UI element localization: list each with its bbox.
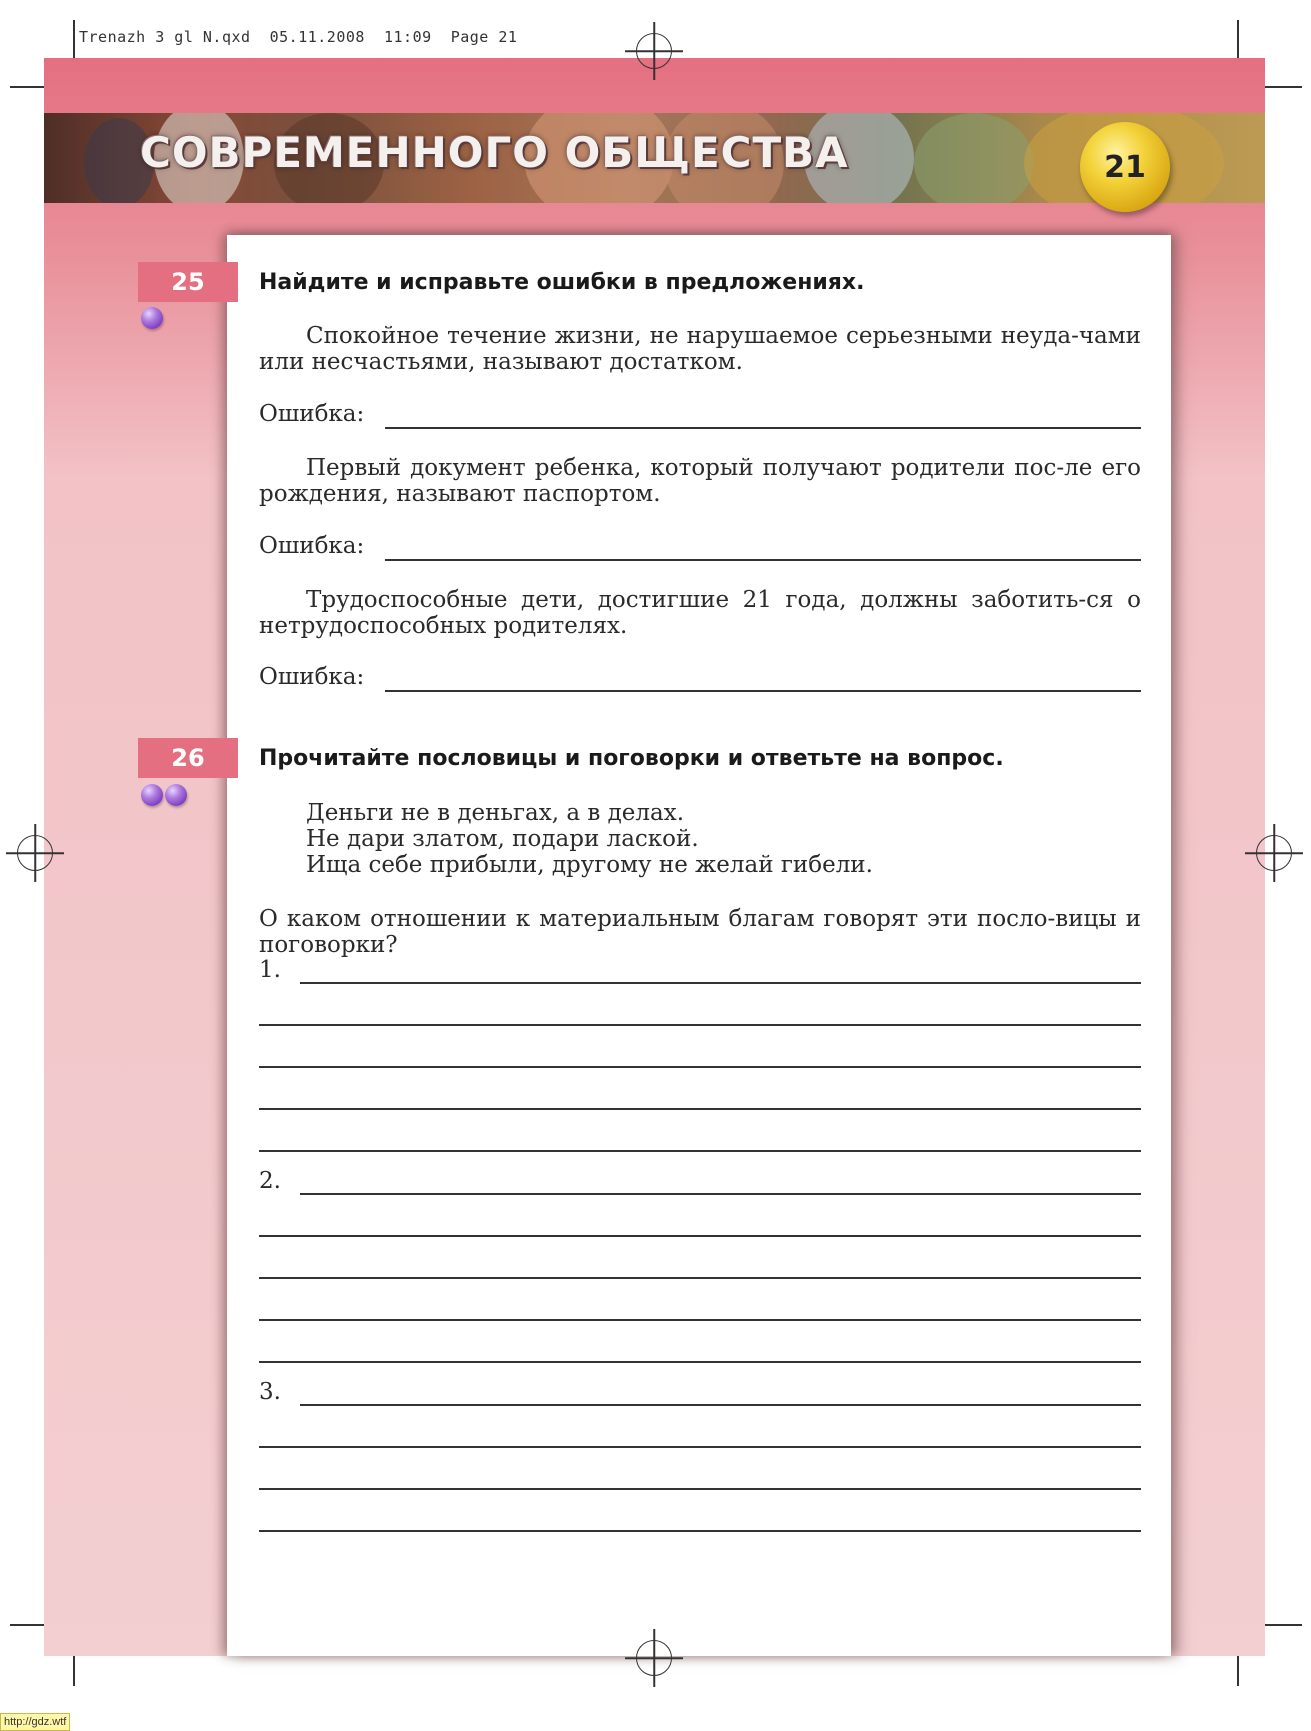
error-label: Ошибка:	[259, 664, 365, 690]
answer-line[interactable]	[259, 1361, 1141, 1363]
task-sentence: Трудоспособные дети, достигшие 21 года, должны заботить-ся о нетрудоспособных родителях.	[259, 587, 1141, 639]
registration-mark	[636, 1640, 672, 1676]
proverb: Ища себе прибыли, другому не желай гибели.	[306, 852, 873, 878]
error-label: Ошибка:	[259, 401, 365, 427]
task-question: О каком отношении к материальным благам говорят эти посло-вицы и поговорки?	[259, 906, 1141, 958]
banner-title: СОВРЕМЕННОГО ОБЩЕСТВА	[140, 128, 849, 177]
answer-line[interactable]	[259, 1488, 1141, 1490]
watermark-link[interactable]: http://gdz.wtf	[0, 1713, 70, 1731]
answer-line[interactable]	[259, 1530, 1141, 1532]
difficulty-ball-icon	[141, 784, 163, 806]
error-label: Ошибка:	[259, 533, 365, 559]
answer-line[interactable]	[259, 1108, 1141, 1110]
page-number-badge: 21	[1080, 122, 1170, 212]
registration-mark	[636, 33, 672, 69]
answer-line[interactable]	[385, 427, 1141, 429]
proverb: Деньги не в деньгах, а в делах.	[306, 800, 685, 826]
task-sentence: Первый документ ребенка, который получают родители пос-ле его рождения, называют паспортом.	[259, 455, 1141, 507]
difficulty-ball-icon	[141, 307, 163, 329]
answer-line[interactable]	[259, 1024, 1141, 1026]
answer-line[interactable]	[259, 1066, 1141, 1068]
difficulty-ball-icon	[165, 784, 187, 806]
task-heading: Найдите и исправьте ошибки в предложениях.	[259, 270, 865, 295]
answer-number: 3.	[259, 1379, 281, 1405]
task-number-badge: 26	[138, 738, 238, 778]
answer-line[interactable]	[385, 690, 1141, 692]
registration-mark	[1256, 835, 1292, 871]
task-sentence: Спокойное течение жизни, не нарушаемое серьезными неуда-чами или несчастьями, называют достатком.	[259, 323, 1141, 375]
proverb: Не дари златом, подари лаской.	[306, 826, 699, 852]
answer-line[interactable]	[385, 559, 1141, 561]
answer-line[interactable]	[300, 982, 1141, 984]
answer-line[interactable]	[259, 1235, 1141, 1237]
print-slug: Trenazh 3 gl N.qxd 05.11.2008 11:09 Page 21	[79, 28, 518, 46]
answer-number: 1.	[259, 957, 281, 983]
answer-line[interactable]	[259, 1277, 1141, 1279]
answer-line[interactable]	[300, 1193, 1141, 1195]
answer-line[interactable]	[259, 1446, 1141, 1448]
task-heading: Прочитайте пословицы и поговорки и ответьте на вопрос.	[259, 746, 1004, 771]
answer-line[interactable]	[300, 1404, 1141, 1406]
task-number-badge: 25	[138, 262, 238, 302]
answer-line[interactable]	[259, 1319, 1141, 1321]
registration-mark	[17, 835, 53, 871]
answer-line[interactable]	[259, 1150, 1141, 1152]
answer-number: 2.	[259, 1168, 281, 1194]
